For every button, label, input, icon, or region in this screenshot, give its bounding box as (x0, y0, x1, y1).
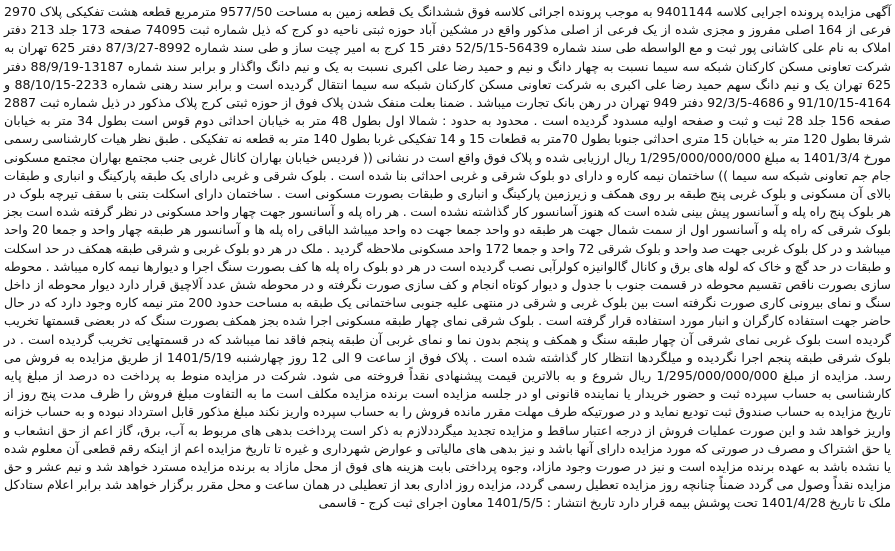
auction-notice-text: آگهی مزایده پرونده اجرایی کلاسه 9401144 به موجب پرونده اجرائی کلاسه فوق ششدانگ یک قطعه زمین به مساحت 9577/50 مترمربع قطعه هشت تفکیکی پلاک 2970 فرعی از 164 اصلی مفروز و مجزی شده از یک فرعی از اصلی مذکور واقع در مشکین آباد حوزه ثبتی ناحیه دو کرج که ذیل شماره ثبت 74095 صفحه 173 جلد 213 دفتر املاک به نام علی کاشانی پور ثبت و مع الواسطه طی سند شماره 56439-52/5/15 دفتر 15 کرج به امیر چیت ساز و طی سند شماره 8992-87/3/27 دفتر 625 تهران به شرکت تعاونی مسکن کارکنان شبکه سه سیما نسبت به چهار دانگ و نیم و حمید رضا علی اکبری نسبت به یک و نیم دانگ واگذار و برابر سند شماره 13187-88/9/19 دفتر 625 تهران یک و نیم دانگ سهم حمید رضا علی اکبری به شرکت تعاونی مسکن کارکنان شبکه سه سیما انتقال گردیده است و برابر سند رهنی شماره 2233-88/10/15 و 4164-91/10/15 و 4686-92/3/5 دفتر 949 تهران در رهن بانک تجارت میباشد . ضمنا بعلت منفک شدن پلاک فوق از حوزه ثبتی کرج پلاک مذکور در ذیل شماره ثبت 2887 صفحه 156 جلد 28 ثبت و ثبت و صفحه اولیه مسدود گردیده است . محدود به حدود : شمالا اول بطول 48 متر به خیابان احداثی دوم قوس است بطول 34 متر به خیابان شرقا بطول 120 متر به خیابان 15 متری احداثی جنوبا بطول 70متر به قطعات 15 و 14 تفکیکی غربا بطول 140 متر به قطعه نه تفکیکی . طبق نظر هیات کارشناسی رسمی مورخ 1401/3/4 به مبلغ 1/295/000/000/000 ریال ارزیابی شده و پلاک فوق واقع است در نشانی (( فردیس خیابان بهاران کانال غربی جنب مجتمع بهاران مجتمع مسکونی جام جم تعاونی شبکه سه سیما )) ساختمان نیمه کاره و دارای دو بلوک شرقی و غربی احداثی بنا شده است . بلوک شرقی و غربی دارای یک طبقه پارکینگ و انباری و طبقات بالای آن مسکونی و بلوک غربی پنج طبقه بر روی همکف و زیرزمین پارکینگ و انباری و طبقات بصورت مسکونی است . ساختمان دارای اسکلت بتنی با سقف تیرچه بلوک در هر بلوک پنج راه پله و آسانسور پیش بینی شده است که هنوز آسانسور کار گذاشته نشده است . هر راه پله و آسانسور جهت چهار واحد مسکونی در نظر گرفته شده است بجز بلوک شرقی که راه پله و آسانسور اول از سمت شمال جهت هر طبقه دو واحد جمعا جهت ده واحد میباشد الباقی راه پله ها و آسانسور هر طبقه چهار واحد و جمعا 20 واحد میباشد و در کل بلوک غربی جهت صد واحد و بلوک شرقی 72 واحد و جمعا 172 واحد مسکونی ملاحظه گردید . ملک در هر دو بلوک غربی و شرقی طبقه همکف در حد اسکلت و طبقات در حد گچ و خاک که لوله های برق و کانال گالوانیزه کولرآبی نصب گردیده است در هر دو بلوک راه پله ها کف بصورت سنگ اجرا و دیوارها نیمه کاره میباشد . محوطه سازی بصورت ناقص تقسیم محوطه در قسمت جنوب با جدول و دیوار کوتاه انجام و کف سازی صورت نگرفته و در محوطه شش عدد آلاچیق قرار دارد دیوار محوطه از داخل سنگ و نمای بیرونی کاری صورت نگرفته است بین بلوک غربی و شرقی در منتهی علیه جنوبی ساختمانی یک طبقه به مساحت حدود 200 متر نیمه کاره وجود دارد که در حال حاضر جهت استفاده کارگران و انبار مورد استفاده قرار گرفته است . بلوک شرقی نمای چهار طبقه مسکونی اجرا شده بجز همکف بصورت سنگ که در بعضی قسمتها تخریب گردیده است بلوک غربی نمای شرقی آن چهار طبقه سنگ و همکف و پنجم بدون نما و نمای غربی آن طبقه پنجم فاقد نما میباشد که در قسمتهایی تخریب گردیده است . در بلوک شرقی طبقه پنجم اجرا نگردیده و میلگردها انتظار کار گذاشته شده است . پلاک فوق از ساعت 9 الی 12 روز چهارشنبه 1401/5/19 از طریق مزایده به فروش می رسد. مزایده از مبلغ 1/295/000/000/000 ریال شروع و به بالاترین قیمت پیشنهادی نقداً فروخته می شود. شرکت در مزایده منوط به پرداخت ده درصد از مبلغ پایه کارشناسی به حساب سپرده ثبت و حضور خریدار یا نماینده قانونی او در جلسه مزایده است برنده مزایده مکلف است ما به التفاوت مبلغ فروش را ظرف مدت پنج روز از تاریخ مزایده به حساب صندوق ثبت تودیع نماید و در صورتیکه طرف مهلت مقرر مانده فروش را به حساب سپرده واریز نکند مبلغ مذکور قابل استرداد نبوده و به حساب خزانه واریز خواهد شد و این صورت عملیات فروش از درجه اعتبار ساقط و مزایده تجدید میگرددلازم به ذکر است پرداخت بدهی های مربوط به آب، برق، گاز اعم از حق انشعاب و یا حق اشتراک و مصرف در صورتی که مورد مزایده دارای آنها باشد و نیز بدهی های مالیاتی و عوارض شهرداری و غیره تا تاریخ مزایده اعم از اینکه رقم قطعی آن معلوم شده یا نشده باشد به عهده برنده مزایده است و نیز در صورت وجود مازاد، وجوه پرداختی بابت هزینه های فوق از محل مازاد به برنده مزایده مسترد خواهد شد و نیم عشر و حق مزایده نقداً وصول می گردد ضمناً چنانچه روز مزایده تعطیل رسمی گردد، مزایده روز اداری بعد از تعطیلی در همان ساعت و محل مقرر برگزار خواهد شد برابر اعلام ستادکل ملک تا تاریخ 1401/4/28 تحت پوشش بیمه قرار دارد تاریخ انتشار : 1401/5/5 معاون اجرای ثبت کرج - قاسمی (4, 4, 892, 511)
